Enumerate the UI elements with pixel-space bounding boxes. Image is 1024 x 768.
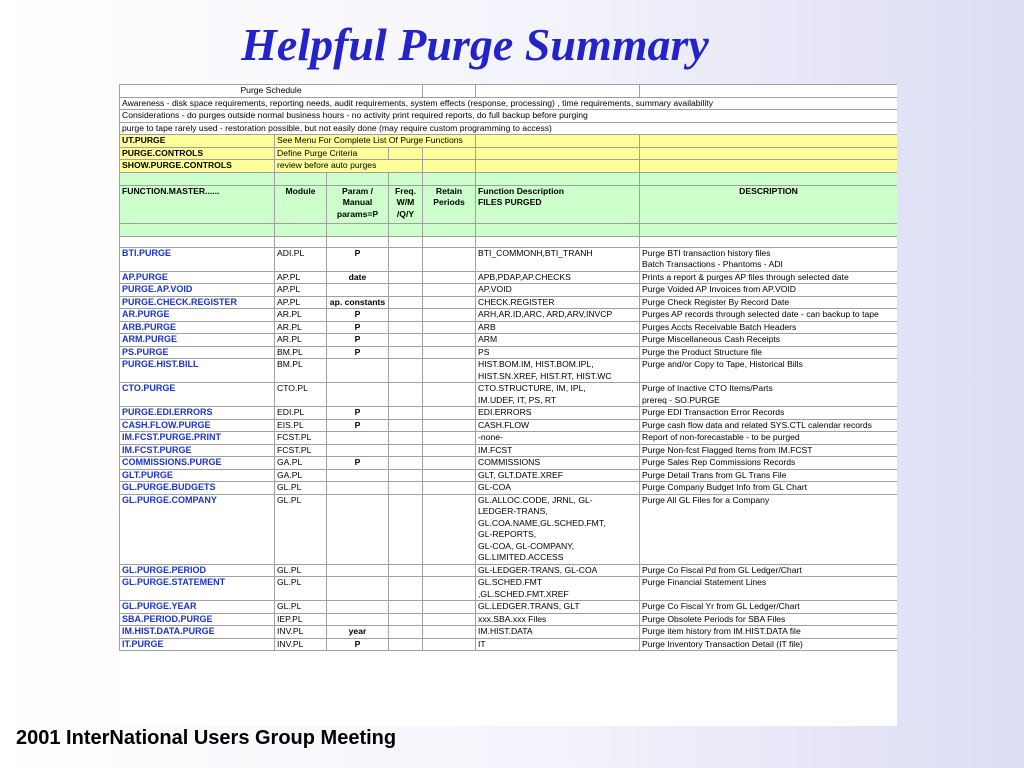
yellow-row-note: Define Purge Criteria (275, 147, 389, 160)
table-row (120, 419, 898, 432)
retain-cell (423, 564, 476, 577)
module-cell: AP.PL (275, 284, 327, 297)
freq-cell (389, 321, 423, 334)
param-cell (327, 613, 389, 626)
files-cell: ARH,AR.ID,ARC, ARD,ARV,INVCP (476, 309, 640, 322)
description-cell: Purge Non-fcst Flagged Items from IM.FCST (640, 444, 897, 457)
module-cell: INV.PL (275, 638, 327, 651)
freq-cell (389, 457, 423, 470)
description-cell: Purge the Product Structure file (640, 346, 897, 359)
files-cell: AP.VOID (476, 284, 640, 297)
function-name-cell: IM.HIST.DATA.PURGE (120, 626, 275, 639)
freq-cell (389, 247, 423, 271)
files-cell: ARB (476, 321, 640, 334)
param-cell (327, 494, 389, 564)
param-cell (327, 564, 389, 577)
param-cell (327, 601, 389, 614)
table-row (120, 494, 898, 564)
param-cell: P (327, 457, 389, 470)
function-name-cell: GL.PURGE.BUDGETS (120, 482, 275, 495)
function-name-cell: BTI.PURGE (120, 247, 275, 271)
yellow-row-note: See Menu For Complete List Of Purge Functions (275, 135, 476, 148)
function-name-cell: GLT.PURGE (120, 469, 275, 482)
param-cell: year (327, 626, 389, 639)
files-cell: CHECK.REGISTER (476, 296, 640, 309)
retain-cell (423, 601, 476, 614)
purge-table-body (120, 85, 898, 651)
freq-cell (389, 444, 423, 457)
param-cell (327, 469, 389, 482)
spacer-row (120, 236, 898, 247)
module-cell: GL.PL (275, 601, 327, 614)
header-freq: Freq. W/M /Q/Y (389, 185, 423, 223)
files-cell: IM.HIST.DATA (476, 626, 640, 639)
files-cell: IT (476, 638, 640, 651)
param-cell (327, 432, 389, 445)
module-cell: GL.PL (275, 577, 327, 601)
param-cell: P (327, 407, 389, 420)
files-cell: GL-COA (476, 482, 640, 495)
files-cell: GLT, GLT.DATE.XREF (476, 469, 640, 482)
description-cell: Purge Inventory Transaction Detail (IT file) (640, 638, 897, 651)
files-cell: PS (476, 346, 640, 359)
param-cell: P (327, 419, 389, 432)
retain-cell (423, 383, 476, 407)
param-cell (327, 482, 389, 495)
function-name-cell: IM.FCST.PURGE.PRINT (120, 432, 275, 445)
retain-cell (423, 469, 476, 482)
retain-cell (423, 432, 476, 445)
retain-cell (423, 346, 476, 359)
freq-cell (389, 407, 423, 420)
function-name-cell: PURGE.CHECK.REGISTER (120, 296, 275, 309)
freq-cell (389, 638, 423, 651)
table-row (120, 359, 898, 383)
files-cell: GL.ALLOC.CODE, JRNL, GL- LEDGER-TRANS, GL.COA.NAME,GL.SCHED.FMT, GL-REPORTS, GL-COA, GL-COMPANY, GL.LIMITED.ACCESS (476, 494, 640, 564)
table-row (120, 432, 898, 445)
note-text: Awareness - disk space requirements, reporting needs, audit requirements, system effects (response, processing) , time requirements, summary availability (120, 97, 898, 110)
table-row (120, 346, 898, 359)
description-cell: Purge All GL Files for a Company (640, 494, 897, 564)
param-cell: P (327, 346, 389, 359)
module-cell: FCST.PL (275, 432, 327, 445)
param-cell (327, 383, 389, 407)
note-row (120, 122, 898, 135)
table-row (120, 309, 898, 322)
function-name-cell: GL.PURGE.YEAR (120, 601, 275, 614)
files-cell: CASH.FLOW (476, 419, 640, 432)
table-row (120, 482, 898, 495)
table-row (120, 564, 898, 577)
spacer-row (120, 172, 898, 185)
function-name-cell: GL.PURGE.COMPANY (120, 494, 275, 564)
function-name-cell: ARB.PURGE (120, 321, 275, 334)
description-cell: Purge of Inactive CTO Items/Parts prereq - SO.PURGE (640, 383, 897, 407)
retain-cell (423, 482, 476, 495)
module-cell: CTO.PL (275, 383, 327, 407)
function-name-cell: IT.PURGE (120, 638, 275, 651)
files-cell: GL-LEDGER-TRANS, GL-COA (476, 564, 640, 577)
freq-cell (389, 271, 423, 284)
retain-cell (423, 407, 476, 420)
spacer-row (120, 223, 898, 236)
header-files: Function Description FILES PURGED (476, 185, 640, 223)
table-row (120, 601, 898, 614)
description-cell: Purge Obsolete Periods for SBA Files (640, 613, 897, 626)
function-name-cell: COMMISSIONS.PURGE (120, 457, 275, 470)
freq-cell (389, 296, 423, 309)
table-row (120, 271, 898, 284)
module-cell: AR.PL (275, 321, 327, 334)
yellow-row-name: SHOW.PURGE.CONTROLS (120, 160, 275, 173)
module-cell: AP.PL (275, 271, 327, 284)
function-name-cell: PURGE.EDI.ERRORS (120, 407, 275, 420)
description-cell: Purges Accts Receivable Batch Headers (640, 321, 897, 334)
files-cell: BTI_COMMONH,BTI_TRANH (476, 247, 640, 271)
module-cell: AP.PL (275, 296, 327, 309)
files-cell: GL.SCHED.FMT ,GL.SCHED.FMT.XREF (476, 577, 640, 601)
yellow-row-note: review before auto purges (275, 160, 423, 173)
function-name-cell: SBA.PERIOD.PURGE (120, 613, 275, 626)
files-cell: EDI.ERRORS (476, 407, 640, 420)
header-function: FUNCTION.MASTER...... (120, 185, 275, 223)
files-cell: ARM (476, 334, 640, 347)
table-row (120, 638, 898, 651)
slide-title: Helpful Purge Summary (241, 19, 709, 70)
description-cell: Purge BTI transaction history files Batch Transactions - Phantoms - ADI (640, 247, 897, 271)
retain-cell (423, 638, 476, 651)
description-cell: Prints a report & purges AP files through selected date (640, 271, 897, 284)
retain-cell (423, 321, 476, 334)
description-cell: Purges AP records through selected date - can backup to tape (640, 309, 897, 322)
table-row (120, 334, 898, 347)
retain-cell (423, 284, 476, 297)
retain-cell (423, 247, 476, 271)
files-cell: HIST.BOM.IM, HIST.BOM.IPL, HIST.SN.XREF, HIST.RT, HIST.WC (476, 359, 640, 383)
purge-table (119, 84, 897, 651)
param-cell (327, 359, 389, 383)
freq-cell (389, 564, 423, 577)
freq-cell (389, 309, 423, 322)
param-cell: P (327, 309, 389, 322)
files-cell: -none- (476, 432, 640, 445)
freq-cell (389, 383, 423, 407)
files-cell: GL.LEDGER.TRANS, GLT (476, 601, 640, 614)
module-cell: GL.PL (275, 494, 327, 564)
yellow-row-name: PURGE.CONTROLS (120, 147, 275, 160)
retain-cell (423, 419, 476, 432)
module-cell: GL.PL (275, 564, 327, 577)
table-row (120, 284, 898, 297)
function-name-cell: PURGE.HIST.BILL (120, 359, 275, 383)
yellow-row-name: UT.PURGE (120, 135, 275, 148)
description-cell: Report of non-forecastable - to be purged (640, 432, 897, 445)
module-cell: AR.PL (275, 309, 327, 322)
module-cell: EIS.PL (275, 419, 327, 432)
module-cell: AR.PL (275, 334, 327, 347)
retain-cell (423, 626, 476, 639)
module-cell: GA.PL (275, 457, 327, 470)
function-name-cell: PURGE.AP.VOID (120, 284, 275, 297)
note-text: Considerations - do purges outside normal business hours - no activity print required reports, do full backup before purging (120, 110, 898, 123)
retain-cell (423, 494, 476, 564)
header-retain: Retain Periods (423, 185, 476, 223)
note-row (120, 110, 898, 123)
param-cell: ap. constants (327, 296, 389, 309)
header-row (120, 185, 898, 223)
description-cell: Purge Miscellaneous Cash Receipts (640, 334, 897, 347)
module-cell: GA.PL (275, 469, 327, 482)
module-cell: INV.PL (275, 626, 327, 639)
module-cell: BM.PL (275, 346, 327, 359)
module-cell: BM.PL (275, 359, 327, 383)
purge-table-container (119, 84, 897, 726)
files-cell: COMMISSIONS (476, 457, 640, 470)
freq-cell (389, 601, 423, 614)
freq-cell (389, 334, 423, 347)
description-cell: Purge Voided AP Invoices from AP.VOID (640, 284, 897, 297)
retain-cell (423, 296, 476, 309)
table-row (120, 407, 898, 420)
freq-cell (389, 626, 423, 639)
note-row (120, 97, 898, 110)
retain-cell (423, 577, 476, 601)
module-cell: EDI.PL (275, 407, 327, 420)
table-row (120, 626, 898, 639)
freq-cell (389, 494, 423, 564)
function-name-cell: GL.PURGE.STATEMENT (120, 577, 275, 601)
module-cell: GL.PL (275, 482, 327, 495)
param-cell: P (327, 638, 389, 651)
retain-cell (423, 309, 476, 322)
retain-cell (423, 613, 476, 626)
schedule-title-row (120, 85, 898, 98)
description-cell: Purge Company Budget Info from GL Chart (640, 482, 897, 495)
param-cell: P (327, 247, 389, 271)
function-name-cell: CASH.FLOW.PURGE (120, 419, 275, 432)
retain-cell (423, 457, 476, 470)
function-name-cell: PS.PURGE (120, 346, 275, 359)
freq-cell (389, 359, 423, 383)
table-row (120, 469, 898, 482)
param-cell: date (327, 271, 389, 284)
module-cell: ADI.PL (275, 247, 327, 271)
freq-cell (389, 613, 423, 626)
freq-cell (389, 346, 423, 359)
description-cell: Purge Detail Trans from GL Trans File (640, 469, 897, 482)
param-cell (327, 284, 389, 297)
description-cell: Purge Financial Statement Lines (640, 577, 897, 601)
freq-cell (389, 284, 423, 297)
description-cell: Purge Sales Rep Commissions Records (640, 457, 897, 470)
function-name-cell: IM.FCST.PURGE (120, 444, 275, 457)
files-cell: xxx.SBA.xxx Files (476, 613, 640, 626)
freq-cell (389, 482, 423, 495)
table-row (120, 247, 898, 271)
param-cell (327, 577, 389, 601)
table-row (120, 577, 898, 601)
footer-text: 2001 InterNational Users Group Meeting (16, 727, 397, 749)
note-text: purge to tape rarely used - restoration possible, but not easily done (may require custom programming to access) (120, 122, 898, 135)
module-cell: IEP.PL (275, 613, 327, 626)
header-module: Module (275, 185, 327, 223)
table-row (120, 613, 898, 626)
freq-cell (389, 469, 423, 482)
function-name-cell: ARM.PURGE (120, 334, 275, 347)
table-row (120, 321, 898, 334)
table-row (120, 383, 898, 407)
table-row (120, 457, 898, 470)
retain-cell (423, 444, 476, 457)
function-name-cell: GL.PURGE.PERIOD (120, 564, 275, 577)
retain-cell (423, 359, 476, 383)
function-name-cell: CTO.PURGE (120, 383, 275, 407)
table-row (120, 296, 898, 309)
function-name-cell: AP.PURGE (120, 271, 275, 284)
description-cell: Purge Co Fiscal Pd from GL Ledger/Chart (640, 564, 897, 577)
description-cell: Purge and/or Copy to Tape, Historical Bills (640, 359, 897, 383)
param-cell: P (327, 334, 389, 347)
description-cell: Purge item history from IM.HIST.DATA file (640, 626, 897, 639)
freq-cell (389, 577, 423, 601)
files-cell: APB,PDAP,AP.CHECKS (476, 271, 640, 284)
yellow-row (120, 135, 898, 148)
files-cell: CTO.STRUCTURE, IM, IPL, IM.UDEF, IT, PS, RT (476, 383, 640, 407)
yellow-row (120, 147, 898, 160)
description-cell: Purge cash flow data and related SYS.CTL calendar records (640, 419, 897, 432)
table-row (120, 444, 898, 457)
module-cell: FCST.PL (275, 444, 327, 457)
freq-cell (389, 419, 423, 432)
header-param: Param / Manual params=P (327, 185, 389, 223)
files-cell: IM.FCST (476, 444, 640, 457)
description-cell: Purge Co Fiscal Yr from GL Ledger/Chart (640, 601, 897, 614)
retain-cell (423, 334, 476, 347)
param-cell: P (327, 321, 389, 334)
freq-cell (389, 432, 423, 445)
description-cell: Purge Check Register By Record Date (640, 296, 897, 309)
function-name-cell: AR.PURGE (120, 309, 275, 322)
description-cell: Purge EDI Transaction Error Records (640, 407, 897, 420)
param-cell (327, 444, 389, 457)
yellow-row (120, 160, 898, 173)
retain-cell (423, 271, 476, 284)
header-description: DESCRIPTION (640, 185, 897, 223)
schedule-title: Purge Schedule (120, 85, 423, 98)
